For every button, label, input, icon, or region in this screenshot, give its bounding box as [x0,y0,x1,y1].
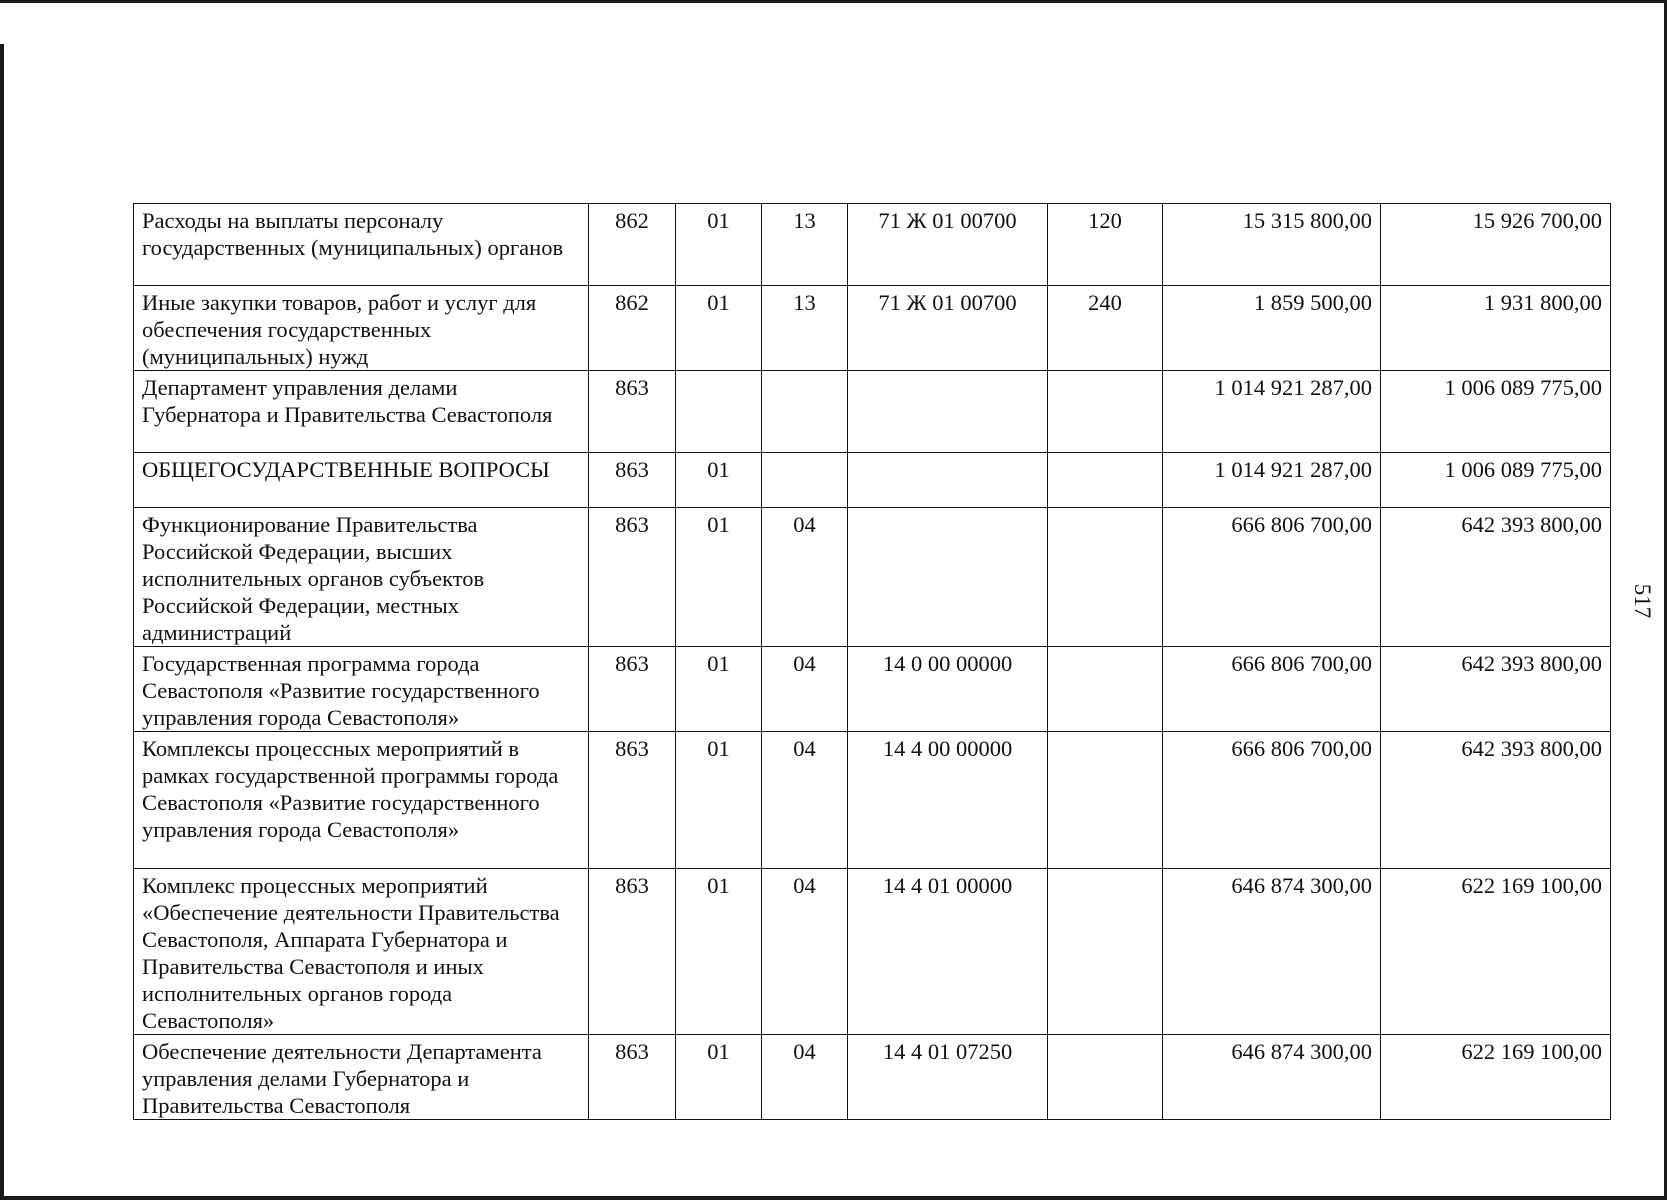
amount-year-2: 622 169 100,00 [1381,1035,1611,1120]
grbs-code: 863 [589,869,676,1035]
row-name: ОБЩЕГОСУДАРСТВЕННЫЕ ВОПРОСЫ [134,453,589,508]
amount-year-1: 646 874 300,00 [1163,1035,1381,1120]
amount-year-1: 646 874 300,00 [1163,869,1381,1035]
budget-table [133,203,1611,1120]
target-article-code: 14 4 01 07250 [848,1035,1048,1120]
table-row [134,732,1611,869]
grbs-code: 863 [589,371,676,453]
subsection-code: 13 [762,204,848,286]
table-row [134,869,1611,1035]
row-name: Департамент управления делами Губернатора и Правительства Севастополя [134,371,589,453]
row-name: Функционирование Правительства Российской Федерации, высших исполнительных органов субъектов Российской Федерации, местных администраций [134,508,589,647]
amount-year-1: 1 014 921 287,00 [1163,371,1381,453]
target-article-code: 14 4 01 00000 [848,869,1048,1035]
amount-year-2: 15 926 700,00 [1381,204,1611,286]
expense-type-code [1048,453,1163,508]
table-row [134,453,1611,508]
table-row [134,204,1611,286]
target-article-code [848,453,1048,508]
section-code: 01 [676,647,762,732]
subsection-code [762,453,848,508]
expense-type-code: 240 [1048,286,1163,371]
target-article-code: 14 0 00 00000 [848,647,1048,732]
subsection-code: 04 [762,869,848,1035]
row-name: Обеспечение деятельности Департамента управления делами Губернатора и Правительства Севастополя [134,1035,589,1120]
section-code [676,371,762,453]
target-article-code: 14 4 00 00000 [848,732,1048,869]
expense-type-code [1048,647,1163,732]
expense-type-code [1048,508,1163,647]
section-code: 01 [676,508,762,647]
expense-type-code [1048,371,1163,453]
row-name: Иные закупки товаров, работ и услуг для обеспечения государственных (муниципальных) нужд [134,286,589,371]
expense-type-code [1048,1035,1163,1120]
grbs-code: 863 [589,508,676,647]
amount-year-2: 1 006 089 775,00 [1381,371,1611,453]
amount-year-2: 1 931 800,00 [1381,286,1611,371]
amount-year-2: 642 393 800,00 [1381,508,1611,647]
section-code: 01 [676,453,762,508]
table-row [134,1035,1611,1120]
scan-edge-top [0,0,1667,3]
row-name: Комплексы процессных мероприятий в рамках государственной программы города Севастополя «Развитие государственного управления города Севастополя» [134,732,589,869]
amount-year-1: 1 859 500,00 [1163,286,1381,371]
table-row [134,508,1611,647]
amount-year-1: 1 014 921 287,00 [1163,453,1381,508]
grbs-code: 863 [589,1035,676,1120]
row-name: Комплекс процессных мероприятий «Обеспечение деятельности Правительства Севастополя, Аппарата Губернатора и Правительства Севастополя и иных исполнительных органов города Севастополя» [134,869,589,1035]
amount-year-1: 666 806 700,00 [1163,732,1381,869]
subsection-code: 04 [762,1035,848,1120]
section-code: 01 [676,869,762,1035]
amount-year-1: 666 806 700,00 [1163,647,1381,732]
subsection-code [762,371,848,453]
subsection-code: 04 [762,732,848,869]
target-article-code [848,508,1048,647]
scan-edge-left [0,44,4,1200]
table-row [134,371,1611,453]
table-row [134,286,1611,371]
section-code: 01 [676,1035,762,1120]
grbs-code: 862 [589,204,676,286]
amount-year-2: 1 006 089 775,00 [1381,453,1611,508]
subsection-code: 04 [762,647,848,732]
row-name: Расходы на выплаты персоналу государственных (муниципальных) органов [134,204,589,286]
section-code: 01 [676,732,762,869]
table-row [134,647,1611,732]
grbs-code: 863 [589,732,676,869]
target-article-code: 71 Ж 01 00700 [848,286,1048,371]
section-code: 01 [676,286,762,371]
amount-year-2: 622 169 100,00 [1381,869,1611,1035]
amount-year-2: 642 393 800,00 [1381,647,1611,732]
section-code: 01 [676,204,762,286]
scan-edge-bottom [0,1196,1667,1200]
grbs-code: 863 [589,647,676,732]
amount-year-2: 642 393 800,00 [1381,732,1611,869]
row-name: Государственная программа города Севастополя «Развитие государственного управления города Севастополя» [134,647,589,732]
expense-type-code [1048,869,1163,1035]
amount-year-1: 666 806 700,00 [1163,508,1381,647]
grbs-code: 862 [589,286,676,371]
target-article-code [848,371,1048,453]
expense-type-code: 120 [1048,204,1163,286]
grbs-code: 863 [589,453,676,508]
page-number: 517 [1630,583,1655,619]
subsection-code: 04 [762,508,848,647]
subsection-code: 13 [762,286,848,371]
expense-type-code [1048,732,1163,869]
target-article-code: 71 Ж 01 00700 [848,204,1048,286]
amount-year-1: 15 315 800,00 [1163,204,1381,286]
